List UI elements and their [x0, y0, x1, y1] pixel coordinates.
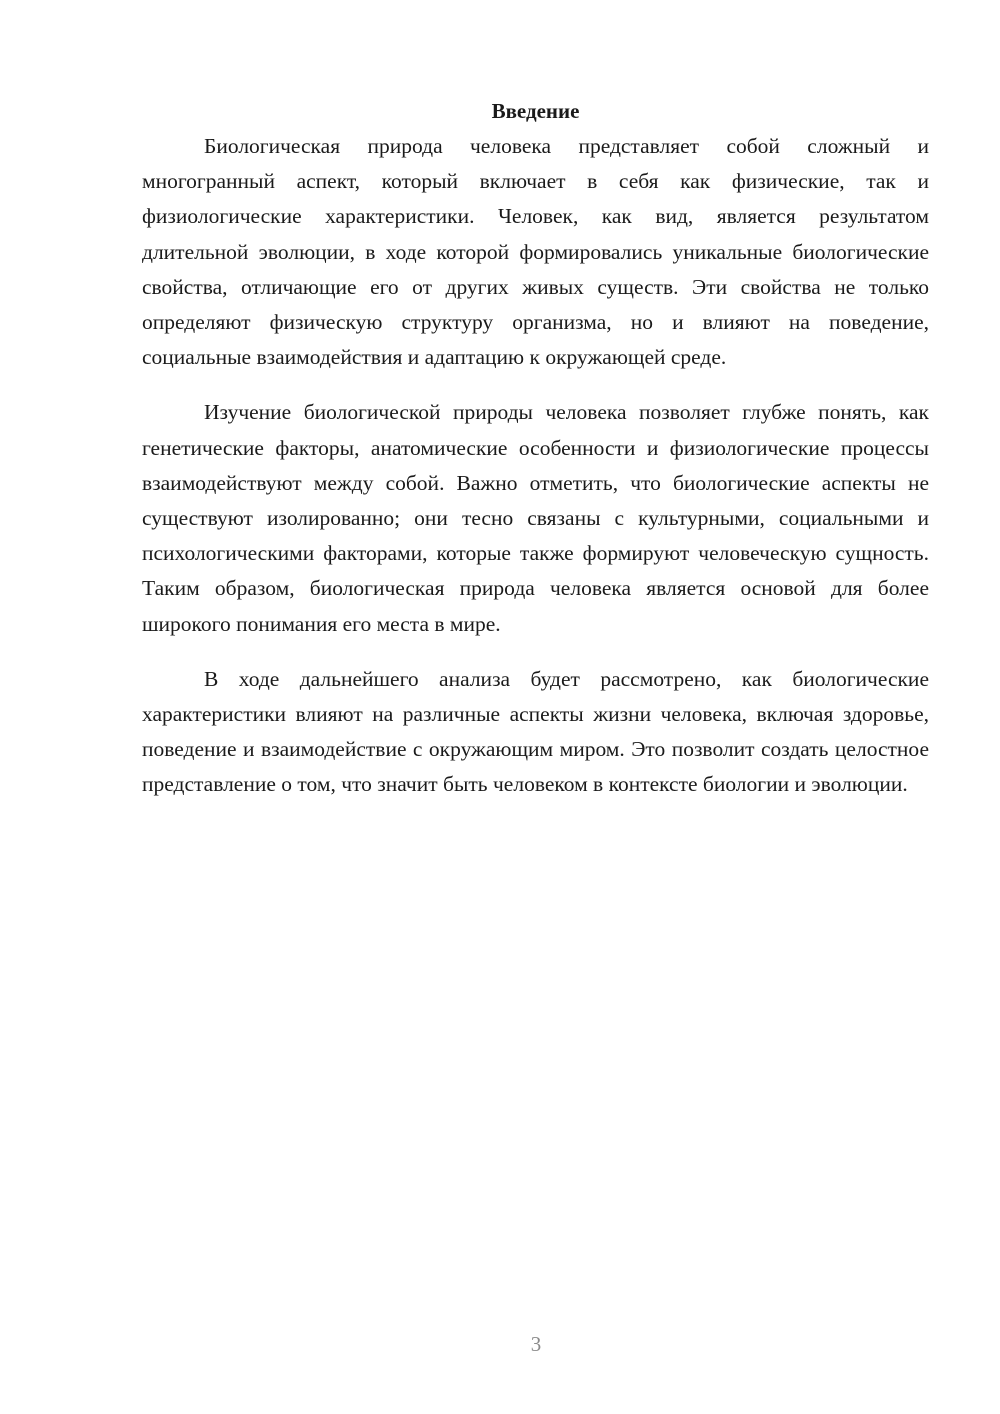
section-title: Введение — [491, 99, 580, 123]
paragraph-3: В ходе дальнейшего анализа будет рассмотрено, как биологические характеристики влияют на различные аспекты жизни человека, включая здоровье, поведение и взаимодействие с окружающим миром. Это позволит создать целостное представление о том, что значит быть человеком в контексте биологии и эволюции. — [142, 666, 929, 797]
page-number: 3 — [530, 1332, 542, 1356]
page-content — [142, 94, 929, 803]
paragraph-1: Биологическая природа человека представляет собой сложный и многогранный аспект, который включает в себя как физические, так и физиологические характеристики. Человек, как вид, является результатом длительной эволюции, в ходе которой формировались уникальные биологические свойства, отличающие его от других живых существ. Эти свойства не только определяют физическую структуру организма, но и влияют на поведение, социальные взаимодействия и адаптацию к окружающей среде. — [142, 134, 929, 370]
paragraph-2: Изучение биологической природы человека позволяет глубже понять, как генетические факторы, анатомические особенности и физиологические процессы взаимодействуют между собой. Важно отметить, что биологические аспекты не существуют изолированно; они тесно связаны с культурными, социальными и психологическими факторами, которые также формируют человеческую сущность. Таким образом, биологическая природа человека является основой для более широкого понимания его места в мире. — [142, 400, 929, 636]
